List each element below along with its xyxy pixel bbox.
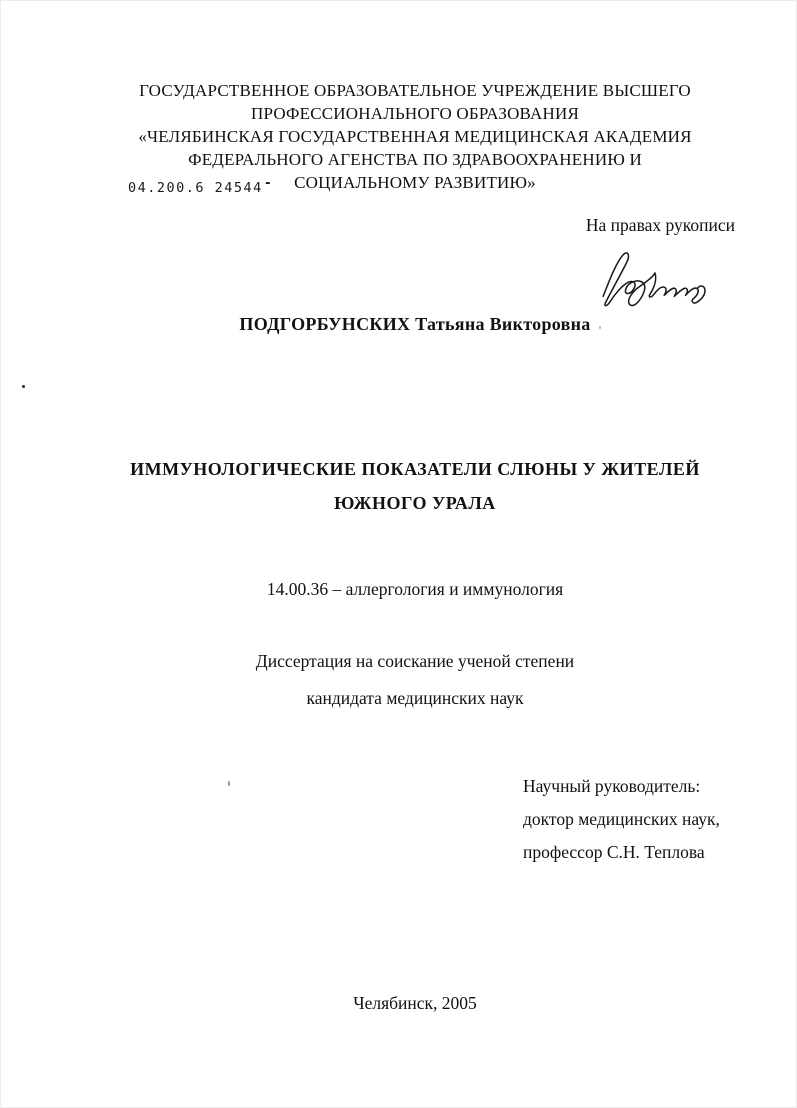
scan-speck xyxy=(22,385,25,388)
supervisor-line: доктор медицинских наук, xyxy=(523,809,720,829)
specialty-code: 14.00.36 – аллергология и иммунология xyxy=(266,579,564,599)
thesis-statement xyxy=(37,643,793,717)
supervisor-line: Научный руководитель: xyxy=(523,776,701,796)
author-name: ПОДГОРБУНСКИХ Татьяна Викторовна xyxy=(239,314,591,334)
manuscript-rights-note: На правах рукописи xyxy=(585,215,735,235)
city-year: Челябинск, 2005 xyxy=(353,993,477,1013)
dissertation-title xyxy=(37,452,793,520)
signature-icon xyxy=(594,245,716,309)
scan-speck xyxy=(228,781,230,786)
dissertation-title-line: ЮЖНОГО УРАЛА xyxy=(334,493,496,513)
supervisor-line: профессор С.Н. Теплова xyxy=(523,842,705,862)
registration-stamp-mark: - xyxy=(263,175,274,191)
registration-stamp-number: 04.200.6 24544 xyxy=(128,180,263,196)
dissertation-title-line: ИММУНОЛОГИЧЕСКИЕ ПОКАЗАТЕЛИ СЛЮНЫ У ЖИТЕЛЕЙ xyxy=(130,459,700,479)
institution-line: ФЕДЕРАЛЬНОГО АГЕНСТВА ПО ЗДРАВООХРАНЕНИЮ И xyxy=(188,150,642,169)
institution-line: СОЦИАЛЬНОМУ РАЗВИТИЮ» xyxy=(294,173,536,192)
scan-speck xyxy=(599,326,601,329)
thesis-statement-line: кандидата медицинских наук xyxy=(306,688,524,708)
institution-line: «ЧЕЛЯБИНСКАЯ ГОСУДАРСТВЕННАЯ МЕДИЦИНСКАЯ АКАДЕМИЯ xyxy=(138,127,692,146)
institution-block xyxy=(37,79,793,194)
institution-line: ПРОФЕССИОНАЛЬНОГО ОБРАЗОВАНИЯ xyxy=(250,104,579,123)
institution-line: ГОСУДАРСТВЕННОЕ ОБРАЗОВАТЕЛЬНОЕ УЧРЕЖДЕНИЕ ВЫСШЕГО xyxy=(139,81,691,100)
registration-stamp xyxy=(128,175,274,196)
handwritten-signature xyxy=(594,245,716,309)
supervisor-block xyxy=(523,770,720,869)
thesis-statement-line: Диссертация на соискание ученой степени xyxy=(255,651,575,671)
